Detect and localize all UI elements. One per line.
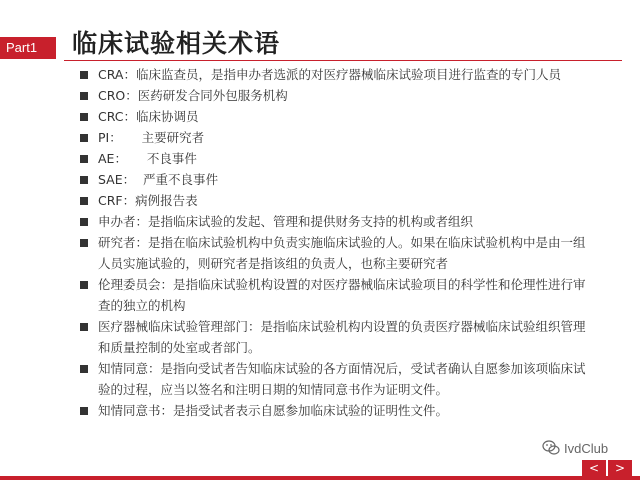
wechat-icon <box>542 440 560 456</box>
term-text: SAE： 严重不良事件 <box>98 172 219 187</box>
term-item <box>80 148 590 169</box>
bullet-icon <box>80 155 88 163</box>
brand-name: IvdClub <box>564 440 609 456</box>
chevron-left-icon: < <box>588 461 600 475</box>
term-text: 知情同意书：是指受试者表示自愿参加临床试验的证明性文件。 <box>98 403 449 418</box>
part-badge <box>0 37 56 59</box>
chevron-right-icon: > <box>614 461 626 475</box>
term-text: CRO：医药研发合同外包服务机构 <box>98 88 288 103</box>
term-text: 伦理委员会：是指临床试验机构设置的对医疗器械临床试验项目的科学性和伦理性进行审查的独立的机构 <box>98 277 586 313</box>
term-text: 知情同意：是指向受试者告知临床试验的各方面情况后，受试者确认自愿参加该项临床试验的过程，应当以签名和注明日期的知情同意书作为证明文件。 <box>98 361 586 397</box>
bottom-rule <box>0 476 640 480</box>
bullet-icon <box>80 92 88 100</box>
term-text: PI： 主要研究者 <box>98 130 205 145</box>
bullet-icon <box>80 176 88 184</box>
bullet-icon <box>80 113 88 121</box>
bullet-icon <box>80 71 88 79</box>
term-item <box>80 190 590 211</box>
next-button[interactable] <box>608 460 632 476</box>
prev-button[interactable] <box>582 460 606 476</box>
term-text: CRA：临床监查员，是指申办者选派的对医疗器械临床试验项目进行监查的专门人员 <box>98 67 561 82</box>
part-label: Part1 <box>6 40 38 55</box>
term-item <box>80 106 590 127</box>
term-list <box>80 64 590 421</box>
bullet-icon <box>80 323 88 331</box>
term-item <box>80 64 590 85</box>
term-text: 研究者：是指在临床试验机构中负责实施临床试验的人。如果在临床试验机构中是由一组人员实施试验的，则研究者是指该组的负责人，也称主要研究者 <box>98 235 586 271</box>
term-item <box>80 274 590 316</box>
term-text: AE： 不良事件 <box>98 151 197 166</box>
bullet-icon <box>80 407 88 415</box>
term-text: 申办者：是指临床试验的发起、管理和提供财务支持的机构或者组织 <box>98 214 474 229</box>
bullet-icon <box>80 134 88 142</box>
term-item <box>80 358 590 400</box>
term-item <box>80 127 590 148</box>
bullet-icon <box>80 197 88 205</box>
title-rule <box>64 60 622 61</box>
term-item <box>80 232 590 274</box>
bullet-icon <box>80 239 88 247</box>
bullet-icon <box>80 365 88 373</box>
term-item <box>80 169 590 190</box>
term-item <box>80 85 590 106</box>
term-text: CRF：病例报告表 <box>98 193 198 208</box>
bottom-nav <box>0 460 640 480</box>
brand-watermark <box>542 440 608 456</box>
term-item <box>80 211 590 232</box>
term-item <box>80 400 590 421</box>
term-text: CRC：临床协调员 <box>98 109 199 124</box>
bullet-icon <box>80 218 88 226</box>
page-title: 临床试验相关术语 <box>72 29 281 58</box>
term-item <box>80 316 590 358</box>
bullet-icon <box>80 281 88 289</box>
term-text: 医疗器械临床试验管理部门：是指临床试验机构内设置的负责医疗器械临床试验组织管理和质量控制的处室或者部门。 <box>98 319 586 355</box>
